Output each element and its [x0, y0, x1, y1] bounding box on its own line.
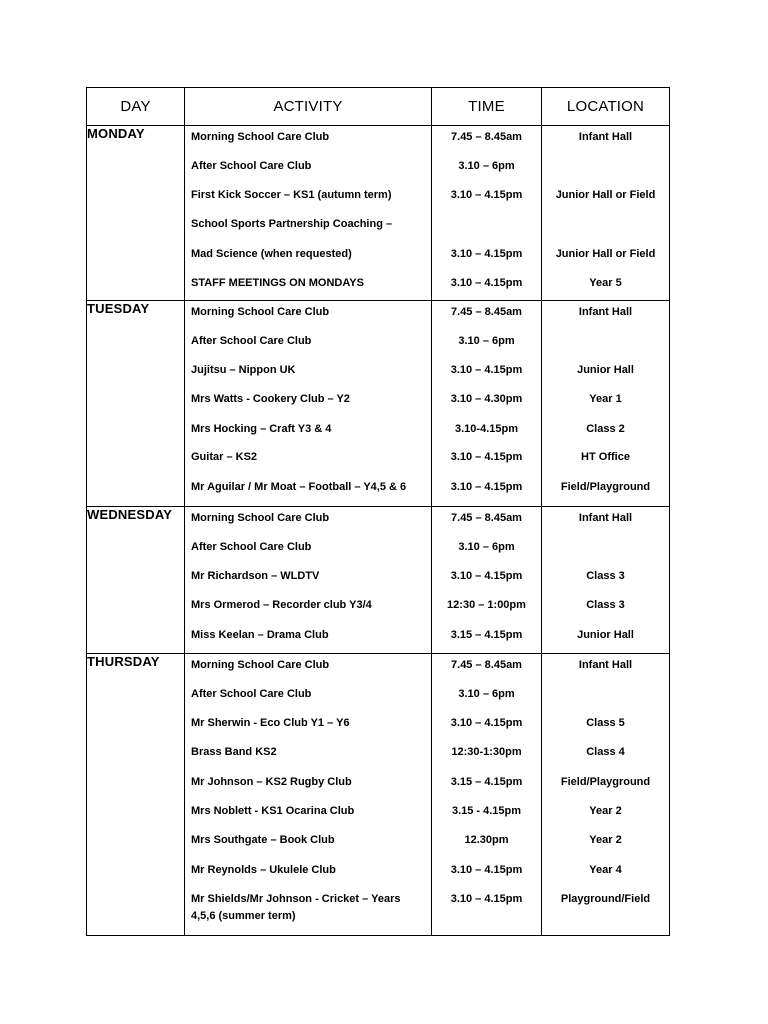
time-text: 3.15 – 4.15pm: [450, 629, 523, 641]
time-text: 3.10 – 6pm: [458, 688, 515, 700]
time-text: 12:30-1:30pm: [451, 746, 522, 758]
activity-text-continued: 4,5,6 (summer term): [191, 910, 296, 922]
activity-text: Mr Shields/Mr Johnson - Cricket – Years: [191, 893, 401, 905]
location-text: Year 2: [589, 805, 622, 817]
day-block-monday: [87, 126, 670, 301]
time-cell: [432, 654, 542, 936]
time-text: 3.10 – 4.15pm: [450, 570, 523, 582]
location-text: Year 1: [589, 393, 622, 405]
activity-text: After School Care Club: [191, 160, 312, 172]
activity-text: Miss Keelan – Drama Club: [191, 629, 329, 641]
time-text: 3.15 – 4.15pm: [450, 776, 523, 788]
activity-text: Morning School Care Club: [191, 659, 330, 671]
location-text: Junior Hall or Field: [555, 189, 656, 201]
activity-text: Mr Richardson – WLDTV: [191, 570, 320, 582]
header-time: TIME: [432, 88, 542, 126]
activity-text: Morning School Care Club: [191, 306, 330, 318]
time-text: 3.10 – 6pm: [458, 541, 515, 553]
time-text: 7.45 – 8.45am: [451, 512, 522, 524]
location-text: Infant Hall: [578, 512, 633, 524]
time-text: 7.45 – 8.45am: [451, 306, 522, 318]
location-text: Year 2: [589, 834, 622, 846]
schedule-body: [87, 126, 670, 936]
location-cell: [542, 654, 670, 936]
activity-cell: [185, 654, 432, 936]
activity-text: After School Care Club: [191, 335, 312, 347]
location-cell: [542, 126, 670, 301]
time-text: 12:30 – 1:00pm: [447, 599, 526, 611]
activity-text: Mrs Noblett - KS1 Ocarina Club: [191, 805, 355, 817]
activity-text: Mr Reynolds – Ukulele Club: [191, 864, 336, 876]
location-text: Infant Hall: [578, 131, 633, 143]
time-text: 3.10 – 6pm: [458, 335, 515, 347]
location-text: Infant Hall: [578, 306, 633, 318]
header-activity: ACTIVITY: [185, 88, 432, 126]
location-text: HT Office: [581, 451, 630, 463]
location-text: Class 3: [586, 599, 625, 611]
activity-text: School Sports Partnership Coaching –: [191, 218, 393, 230]
activity-text: After School Care Club: [191, 688, 312, 700]
time-text: 3.10 – 4.15pm: [450, 451, 523, 463]
time-text: 3.10 – 4.15pm: [450, 364, 523, 376]
activity-text: Guitar – KS2: [191, 451, 258, 463]
day-label: MONDAY: [87, 126, 185, 301]
location-text: Year 4: [589, 864, 622, 876]
time-text: 7.45 – 8.45am: [451, 659, 522, 671]
activity-cell: [185, 126, 432, 301]
location-text: Class 4: [586, 746, 625, 758]
activity-text: Mr Aguilar / Mr Moat – Football – Y4,5 & 6: [191, 481, 407, 493]
time-text: 3.10 – 4.15pm: [450, 717, 523, 729]
activity-text: Mrs Hocking – Craft Y3 & 4: [191, 423, 332, 435]
time-text: 3.10 – 4.15pm: [450, 864, 523, 876]
location-text: Class 2: [586, 423, 625, 435]
time-text: 3.10 – 4.15pm: [450, 277, 523, 289]
time-cell: [432, 301, 542, 507]
activity-text: Brass Band KS2: [191, 746, 277, 758]
activity-text: Mr Sherwin - Eco Club Y1 – Y6: [191, 717, 350, 729]
location-text: Class 3: [586, 570, 625, 582]
time-text: 3.10-4.15pm: [455, 423, 518, 435]
activity-text: Mr Johnson – KS2 Rugby Club: [191, 776, 352, 788]
location-text: Junior Hall: [577, 629, 634, 641]
activity-text: Mrs Southgate – Book Club: [191, 834, 335, 846]
day-block-wednesday: [87, 507, 670, 654]
day-label: THURSDAY: [87, 654, 185, 936]
time-cell: [432, 126, 542, 301]
location-cell: [542, 301, 670, 507]
header-row: [87, 88, 670, 126]
activity-cell: [185, 507, 432, 654]
time-text: 3.10 – 4.15pm: [450, 481, 523, 493]
header-location: LOCATION: [542, 88, 670, 126]
location-text: Playground/Field: [560, 893, 651, 905]
location-text: Class 5: [586, 717, 625, 729]
time-text: 3.15 - 4.15pm: [451, 805, 522, 817]
activity-text: Morning School Care Club: [191, 512, 330, 524]
location-text: Field/Playground: [560, 776, 651, 788]
time-cell: [432, 507, 542, 654]
location-text: Field/Playground: [560, 481, 651, 493]
time-text: 3.10 – 4.15pm: [450, 248, 523, 260]
header-day: DAY: [87, 88, 185, 126]
time-text: 7.45 – 8.45am: [451, 131, 522, 143]
activity-text: Mrs Watts - Cookery Club – Y2: [191, 393, 350, 405]
activity-text: Mrs Ormerod – Recorder club Y3/4: [191, 599, 372, 611]
location-text: Junior Hall or Field: [555, 248, 656, 260]
location-text: Infant Hall: [578, 659, 633, 671]
time-text: 3.10 – 4.15pm: [450, 189, 523, 201]
time-text: 3.10 – 6pm: [458, 160, 515, 172]
activity-text: Mad Science (when requested): [191, 248, 352, 260]
location-cell: [542, 507, 670, 654]
activity-text: STAFF MEETINGS ON MONDAYS: [191, 277, 364, 289]
activity-text: After School Care Club: [191, 541, 312, 553]
activity-text: Jujitsu – Nippon UK: [191, 364, 296, 376]
activity-text: First Kick Soccer – KS1 (autumn term): [191, 189, 392, 201]
day-block-tuesday: [87, 301, 670, 507]
activity-text: Morning School Care Club: [191, 131, 330, 143]
day-block-thursday: [87, 654, 670, 936]
time-text: 12.30pm: [464, 834, 509, 846]
location-text: Year 5: [589, 277, 622, 289]
time-text: 3.10 – 4.30pm: [450, 393, 523, 405]
day-label: WEDNESDAY: [87, 507, 185, 654]
time-text: 3.10 – 4.15pm: [450, 893, 523, 905]
location-text: Junior Hall: [577, 364, 634, 376]
day-label: TUESDAY: [87, 301, 185, 507]
club-schedule-table: [86, 87, 670, 936]
activity-cell: [185, 301, 432, 507]
